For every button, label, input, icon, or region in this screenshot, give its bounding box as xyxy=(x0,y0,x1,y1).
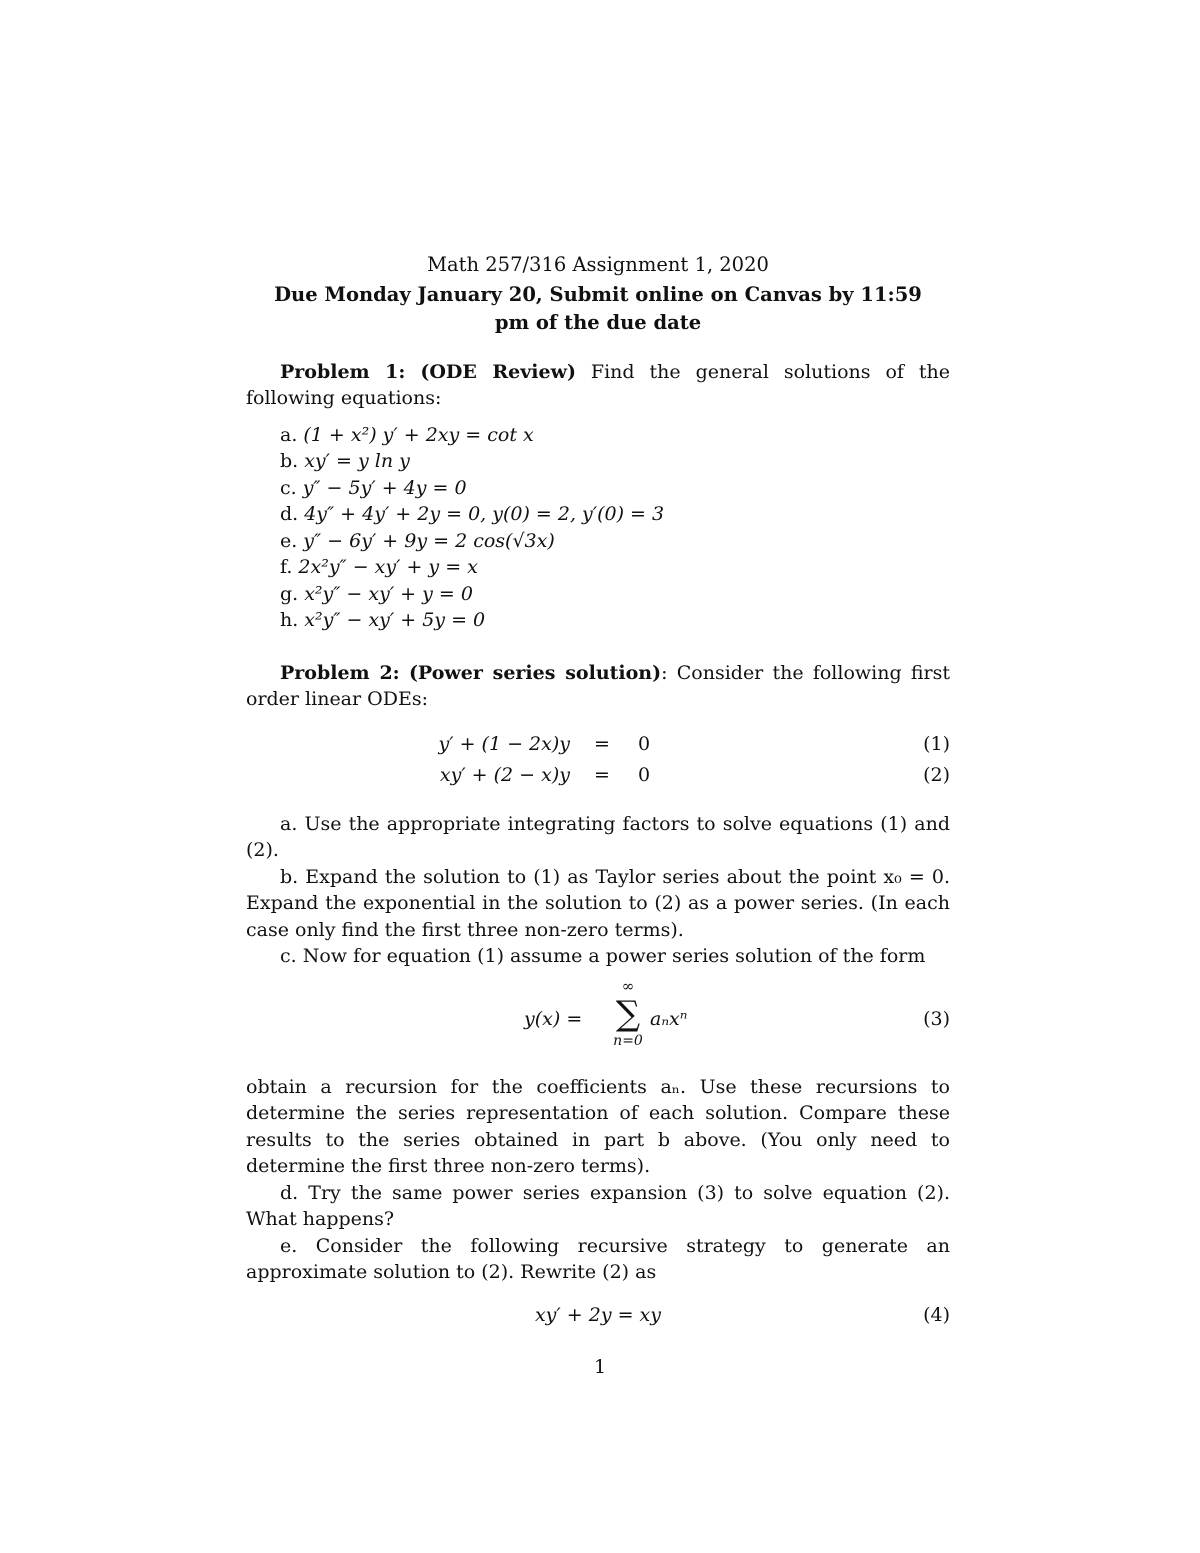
list-item xyxy=(280,607,950,634)
list-item xyxy=(280,528,950,555)
part-c: c. Now for equation (1) assume a power series solution of the form xyxy=(280,945,926,967)
problem-1-intro xyxy=(246,359,950,412)
item-equation: x²y″ − xy′ + 5y = 0 xyxy=(304,609,486,631)
equation-lhs: y′ + (1 − 2x)y xyxy=(438,732,570,755)
part-a: a. Use the appropriate integrating factors to solve equations (1) and (2). xyxy=(246,812,950,861)
item-equation: x²y″ − xy′ + y = 0 xyxy=(304,582,473,605)
equation-number: (3) xyxy=(923,1007,950,1030)
item-equation: (1 + x²) y′ + 2xy = cot x xyxy=(303,423,534,446)
problem-2-label: Problem 2: xyxy=(280,661,400,684)
problem-2-intro xyxy=(246,660,950,713)
item-letter: c. xyxy=(280,476,297,499)
equation-lhs: xy′ + (2 − x)y xyxy=(439,763,570,786)
item-equation: y″ − 5y′ + 4y = 0 xyxy=(302,476,467,499)
part-b: b. Expand the solution to (1) as Taylor series about the point x₀ = 0. Expand the exponential in the solution to (2) as a power series. (In each case only find the first three non-zero terms). xyxy=(246,865,950,941)
part-d: d. Try the same power series expansion (3) to solve equation (2). What happens? xyxy=(246,1181,950,1230)
equation-4 xyxy=(246,1302,950,1342)
item-letter: e. xyxy=(280,529,298,552)
equation-4-body: xy′ + 2y = xy xyxy=(534,1303,662,1326)
page-content xyxy=(246,252,950,1358)
equation-rhs: 0 xyxy=(638,732,651,755)
series-equation xyxy=(246,976,950,1066)
equation-rhs: 0 xyxy=(638,763,651,786)
problem-2-text: : Consider the following first order linear ODEs: xyxy=(246,661,951,710)
equation-number: (1) xyxy=(923,732,950,755)
item-equation: xy′ = y ln y xyxy=(304,450,410,472)
problem-1-topic: (ODE Review) xyxy=(420,360,576,383)
sigma-icon: ∑ xyxy=(615,993,641,1034)
equation-row xyxy=(246,762,950,793)
part-e: e. Consider the following recursive strategy to generate an approximate solution to (2). Rewrite (2) as xyxy=(246,1234,950,1283)
item-letter: g. xyxy=(280,582,299,605)
due-date-line-1: Due Monday January 20, Submit online on Canvas by 11:59 xyxy=(274,282,922,306)
problem-2 xyxy=(246,660,950,1342)
problem-1-equation-list xyxy=(246,422,950,634)
item-equation: y″ − 6y′ + 9y = 2 cos(√3x) xyxy=(303,529,555,552)
item-letter: a. xyxy=(280,423,298,446)
summation-upper-limit: ∞ xyxy=(621,976,635,995)
problem-1-text: Find the general solutions of the following equations: xyxy=(246,360,951,409)
list-item xyxy=(280,475,950,502)
part-c-continued: obtain a recursion for the coefficients aₙ. Use these recursions to determine the series representation of each solution. Compare these results to the series obtained in part b above. (You only need to determine the first three non-zero terms). xyxy=(246,1075,950,1177)
equation-number: (2) xyxy=(923,763,950,786)
document-title: Math 257/316 Assignment 1, 2020 xyxy=(427,253,769,276)
list-item xyxy=(280,581,950,608)
problem-1 xyxy=(246,359,950,634)
summation-symbol xyxy=(608,976,648,1050)
equation-relation: = xyxy=(594,732,610,755)
item-letter: f. xyxy=(280,556,293,578)
list-item xyxy=(280,554,950,581)
item-equation: 2x²y″ − xy′ + y = x xyxy=(298,556,478,578)
series-expression xyxy=(524,976,724,1066)
summation-lower-limit: n=0 xyxy=(613,1032,643,1049)
list-item xyxy=(280,422,950,449)
equation-relation: = xyxy=(594,763,610,786)
equation-number: (4) xyxy=(923,1303,950,1326)
due-date-line-2: pm of the due date xyxy=(494,310,702,334)
item-letter: b. xyxy=(280,450,299,472)
item-equation: 4y″ + 4y′ + 2y = 0, y(0) = 2, y′(0) = 3 xyxy=(304,503,665,525)
equation-row xyxy=(246,731,950,762)
series-lhs: y(x) = xyxy=(524,1007,583,1030)
problem-1-label: Problem 1: xyxy=(280,360,406,383)
page-number: 1 xyxy=(593,1356,607,1378)
equation-array xyxy=(246,731,950,793)
list-item xyxy=(280,501,950,528)
series-term: aₙxⁿ xyxy=(650,1007,688,1030)
item-letter: h. xyxy=(280,609,299,631)
list-item xyxy=(280,448,950,475)
item-letter: d. xyxy=(280,503,299,525)
problem-2-topic: (Power series solution) xyxy=(408,661,662,684)
